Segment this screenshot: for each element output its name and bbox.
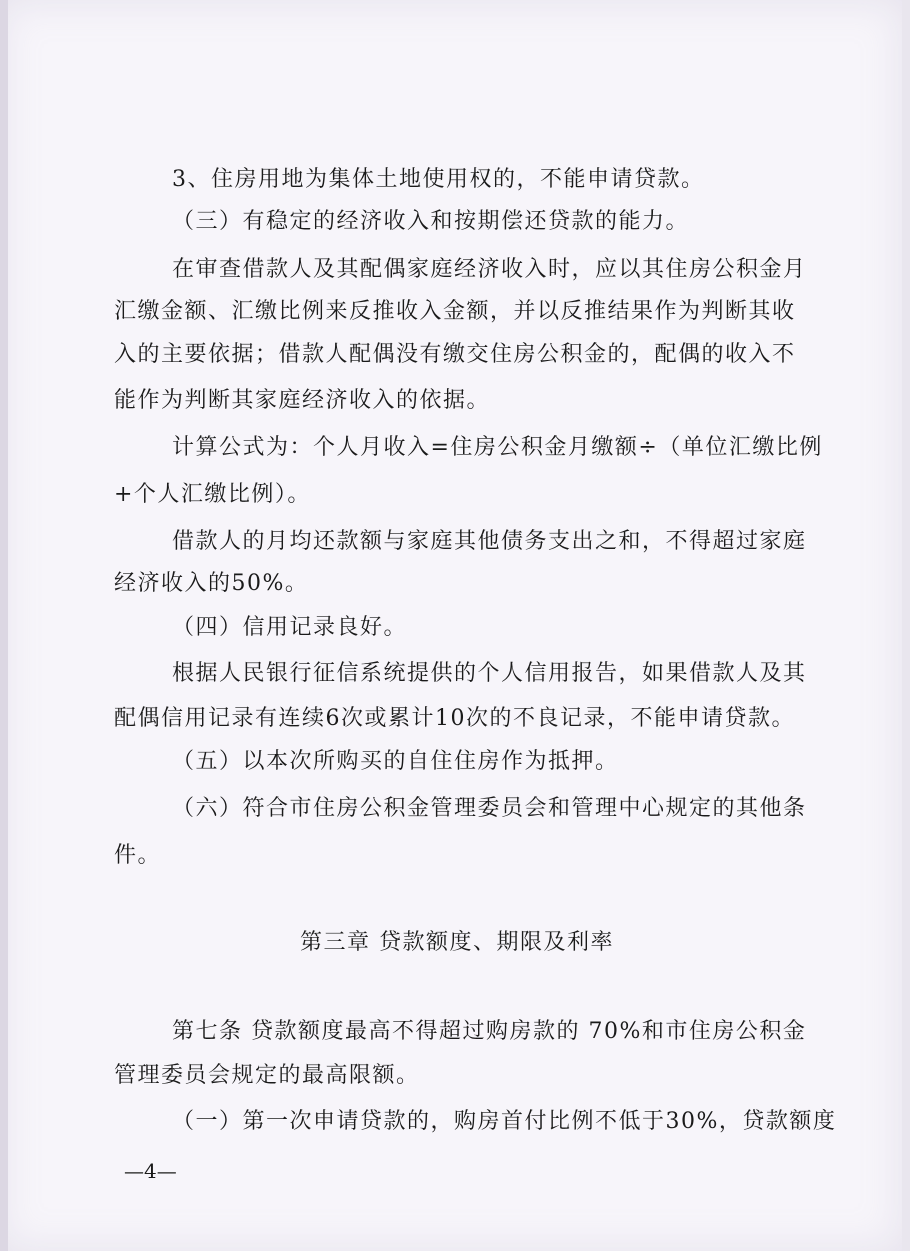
section-heading: （三）有稳定的经济收入和按期偿还贷款的能力。 [172, 209, 690, 234]
section-heading: （五）以本次所购买的自住住房作为抵押。 [172, 749, 619, 774]
text-line: 在审查借款人及其配偶家庭经济收入时，应以其住房公积金月 [172, 257, 807, 282]
article-line: 第七条 贷款额度最高不得超过购房款的 70%和市住房公积金 [172, 1019, 807, 1044]
section-heading: （四）信用记录良好。 [172, 615, 408, 640]
text-line: 根据人民银行征信系统提供的个人信用报告，如果借款人及其 [172, 661, 807, 686]
chapter-title: 第三章 贷款额度、期限及利率 [300, 930, 614, 955]
text-line: 能作为判断其家庭经济收入的依据。 [114, 388, 491, 413]
text-line: 入的主要依据；借款人配偶没有缴交住房公积金的，配偶的收入不 [114, 342, 796, 367]
formula-line: +个人汇缴比例）。 [114, 482, 311, 507]
text-line: 经济收入的50%。 [114, 571, 309, 596]
section-heading: （一）第一次申请贷款的，购房首付比例不低于30%，贷款额度 [172, 1109, 837, 1134]
text-line: 管理委员会规定的最高限额。 [114, 1063, 420, 1088]
page-edge [0, 0, 8, 1251]
text-line: 借款人的月均还款额与家庭其他债务支出之和，不得超过家庭 [172, 529, 807, 554]
text-line: 3、住房用地为集体土地使用权的，不能申请贷款。 [172, 167, 705, 192]
text-line: 汇缴金额、汇缴比例来反推收入金额，并以反推结果作为判断其收 [114, 299, 796, 324]
section-heading: （六）符合市住房公积金管理委员会和管理中心规定的其他条 [172, 796, 807, 821]
page-number: —4— [124, 1159, 177, 1183]
formula-line: 计算公式为：个人月收入=住房公积金月缴额÷（单位汇缴比例 [172, 435, 823, 460]
text-line: 配偶信用记录有连续6次或累计10次的不良记录，不能申请贷款。 [114, 706, 795, 731]
text-line: 件。 [114, 843, 162, 868]
